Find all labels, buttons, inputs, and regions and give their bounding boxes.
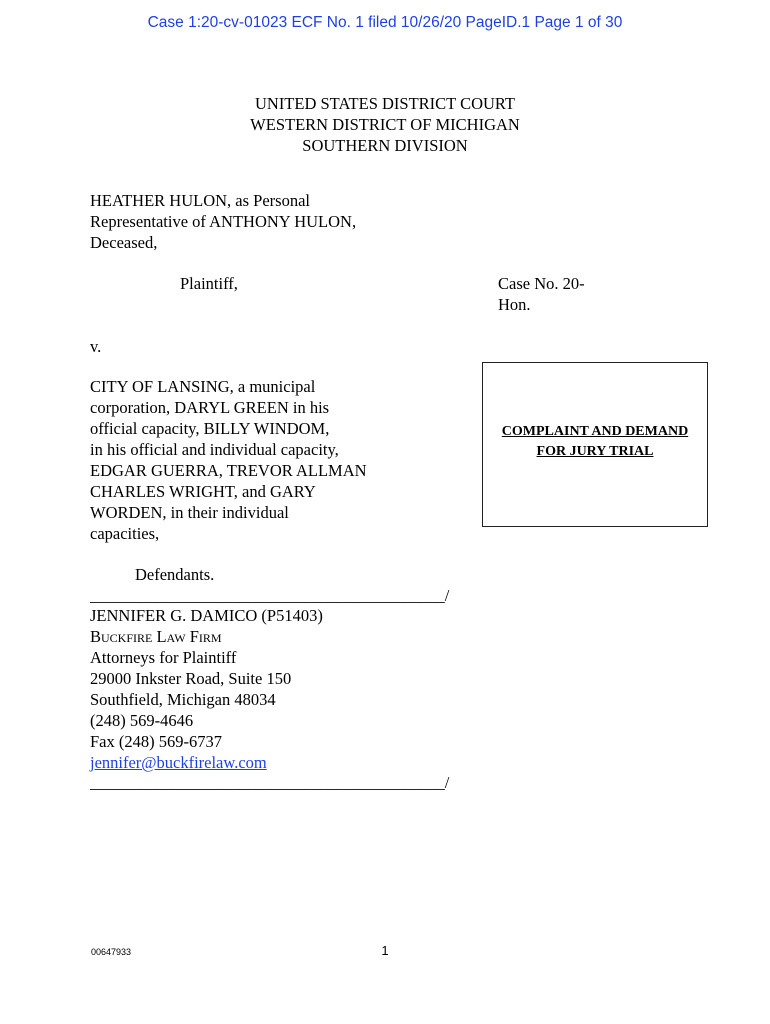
document-title-line: COMPLAINT AND DEMAND (501, 424, 689, 439)
phone-number: (248) 569-4646 (90, 711, 194, 730)
document-id: 00647933 (91, 947, 132, 957)
court-caption (0, 93, 770, 156)
judge-line: Hon. (498, 295, 531, 314)
page-number: 1 (381, 943, 389, 958)
defendant-line: corporation, DARYL GREEN in his (90, 398, 330, 417)
plaintiff-block (90, 190, 356, 253)
defendant-line: CHARLES WRIGHT, and GARY (90, 482, 316, 501)
document-title (483, 422, 707, 462)
plaintiff-line: Representative of ANTHONY HULON, (90, 212, 357, 231)
court-name: UNITED STATES DISTRICT COURT (254, 94, 515, 113)
document-title-line: FOR JURY TRIAL (536, 444, 654, 459)
separator-line-bottom: ___________________________________________/ (90, 773, 450, 792)
attorney-name: JENNIFER G. DAMICO (P51403) (90, 606, 323, 625)
defendant-line: capacities, (90, 524, 160, 543)
case-number: Case No. 20- (498, 274, 585, 293)
attorney-role: Attorneys for Plaintiff (90, 648, 237, 667)
address-street: 29000 Inkster Road, Suite 150 (90, 669, 292, 688)
versus: v. (90, 337, 102, 356)
defendants-role: Defendants. (135, 565, 215, 584)
plaintiff-line: Deceased, (90, 233, 158, 252)
document-title-box (482, 362, 708, 527)
defendant-line: CITY OF LANSING, a municipal (90, 377, 316, 396)
law-firm-name: Buckfire Law Firm (90, 627, 222, 646)
court-district: WESTERN DISTRICT OF MICHIGAN (250, 115, 520, 134)
defendant-line: official capacity, BILLY WINDOM, (90, 419, 330, 438)
email-link[interactable]: jennifer@buckfirelaw.com (90, 753, 267, 772)
address-city: Southfield, Michigan 48034 (90, 690, 276, 709)
attorney-block (90, 605, 323, 773)
case-info (498, 273, 585, 315)
defendant-line: in his official and individual capacity, (90, 440, 339, 459)
separator-line: ___________________________________________/ (90, 586, 450, 605)
defendant-line: EDGAR GUERRA, TREVOR ALLMAN (90, 461, 367, 480)
defendants-block (90, 376, 367, 544)
court-division: SOUTHERN DIVISION (302, 136, 468, 155)
defendant-line: WORDEN, in their individual (90, 503, 289, 522)
fax-number: Fax (248) 569-6737 (90, 732, 222, 751)
ecf-header-stamp: Case 1:20-cv-01023 ECF No. 1 filed 10/26/20 PageID.1 Page 1 of 30 (147, 14, 623, 31)
plaintiff-line: HEATHER HULON, as Personal (90, 191, 310, 210)
plaintiff-role: Plaintiff, (180, 274, 238, 293)
